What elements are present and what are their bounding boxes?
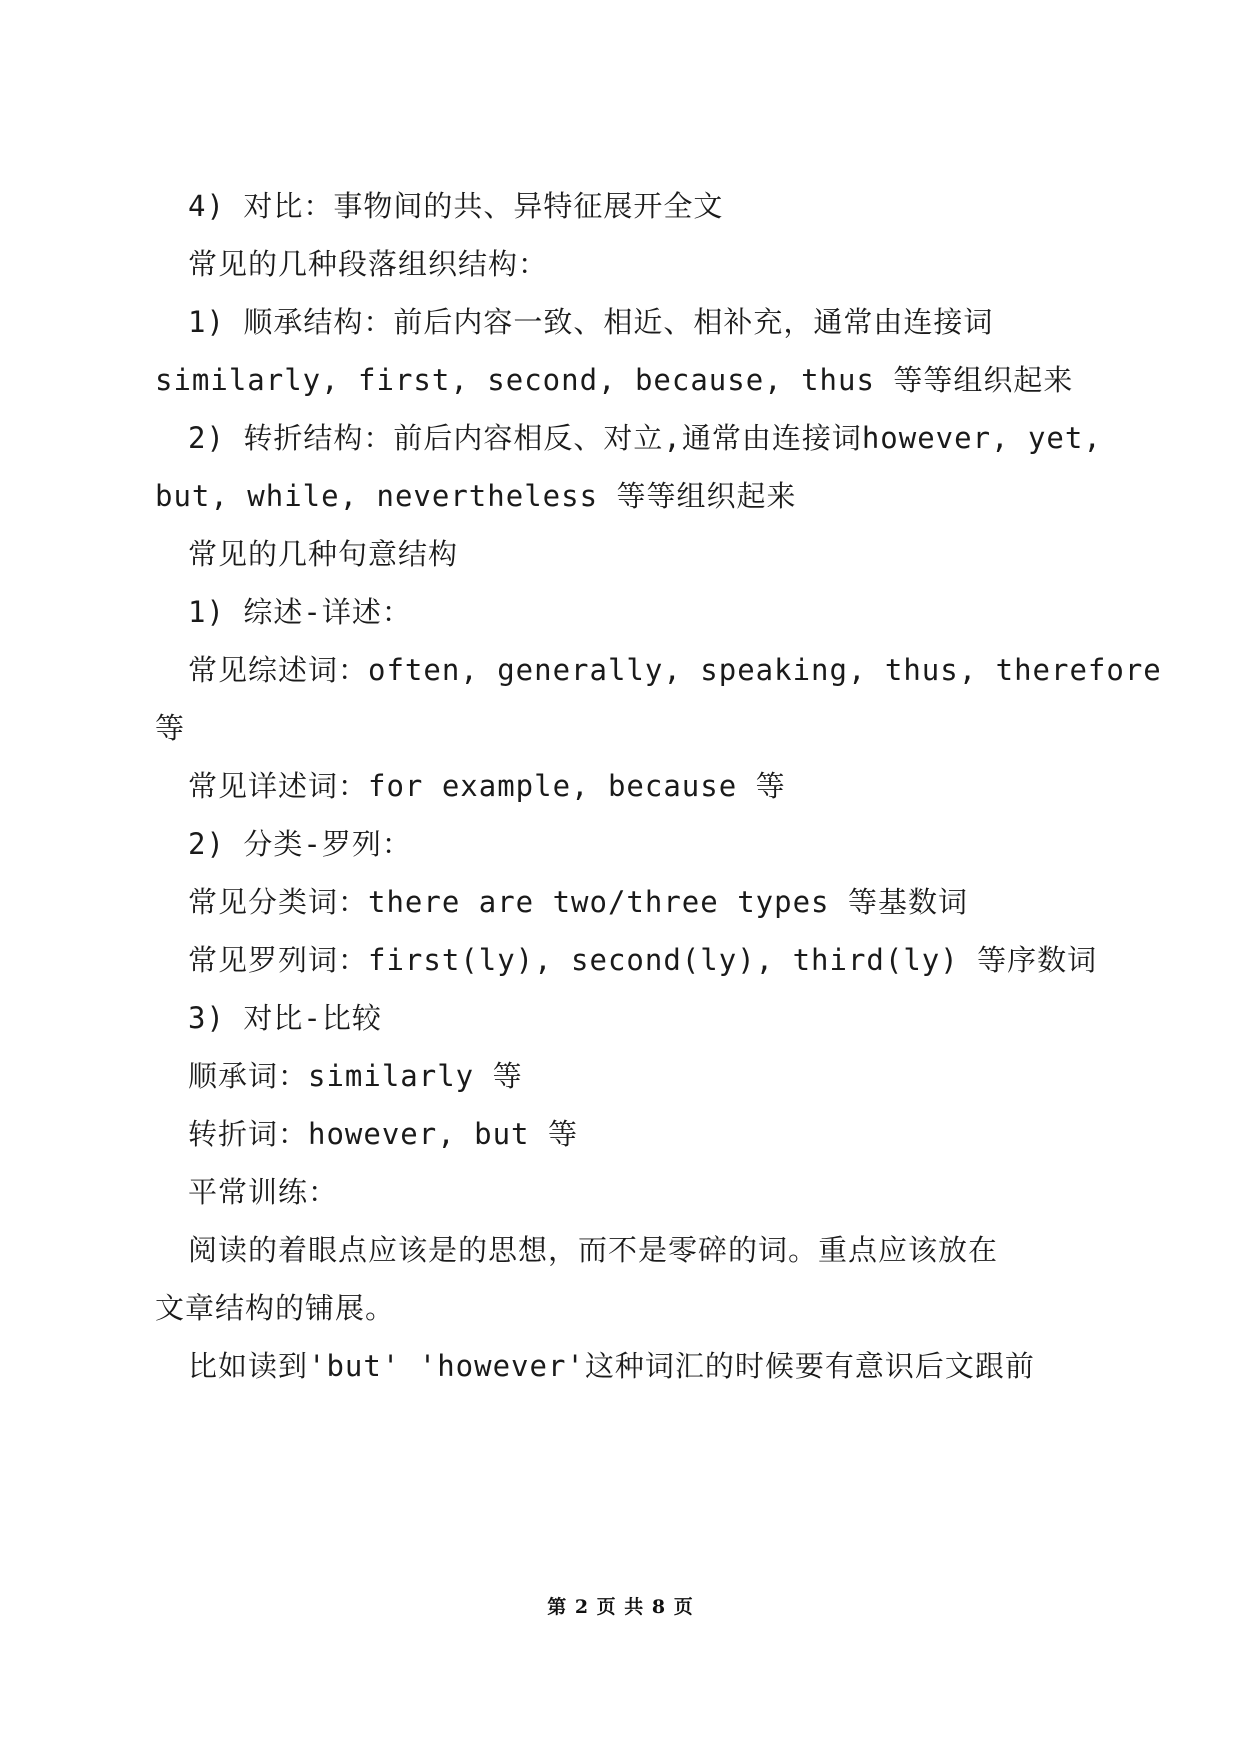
text-line: 2) 转折结构：前后内容相反、对立,通常由连接词however, yet, — [188, 421, 1102, 455]
text-line: 1) 顺承结构：前后内容一致、相近、相补充，通常由连接词 — [188, 305, 994, 339]
text-line: 常见详述词：for example, because 等 — [188, 769, 786, 803]
text-line: 文章结构的铺展。 — [155, 1291, 396, 1325]
text-line: but, while, nevertheless 等等组织起来 — [155, 479, 797, 513]
text-line: 转折词：however, but 等 — [188, 1117, 578, 1151]
text-line: 平常训练： — [188, 1175, 339, 1209]
text-line: similarly, first, second, because, thus 等等组织起来 — [155, 363, 1074, 397]
page-number-footer: 第 2 页 共 8 页 — [547, 1596, 694, 1618]
text-line: 2) 分类-罗列： — [188, 827, 412, 861]
text-line: 顺承词：similarly 等 — [188, 1059, 523, 1093]
text-line: 比如读到'but' 'however'这种词汇的时候要有意识后文跟前 — [188, 1349, 1035, 1383]
text-line: 阅读的着眼点应该是的思想，而不是零碎的词。重点应该放在 — [188, 1233, 999, 1267]
text-line: 常见的几种段落组织结构： — [188, 247, 549, 281]
text-line: 等 — [155, 711, 186, 745]
text-line: 常见的几种句意结构 — [188, 537, 459, 571]
text-line: 常见罗列词：first(ly), second(ly), third(ly) 等序数词 — [188, 943, 1098, 977]
text-line: 常见综述词：often, generally, speaking, thus, therefore — [188, 653, 1162, 687]
text-line: 常见分类词：there are two/three types 等基数词 — [188, 885, 968, 919]
text-line: 4) 对比：事物间的共、异特征展开全文 — [188, 189, 724, 223]
text-line: 1) 综述-详述： — [188, 595, 412, 629]
text-line: 3) 对比-比较 — [188, 1001, 382, 1035]
